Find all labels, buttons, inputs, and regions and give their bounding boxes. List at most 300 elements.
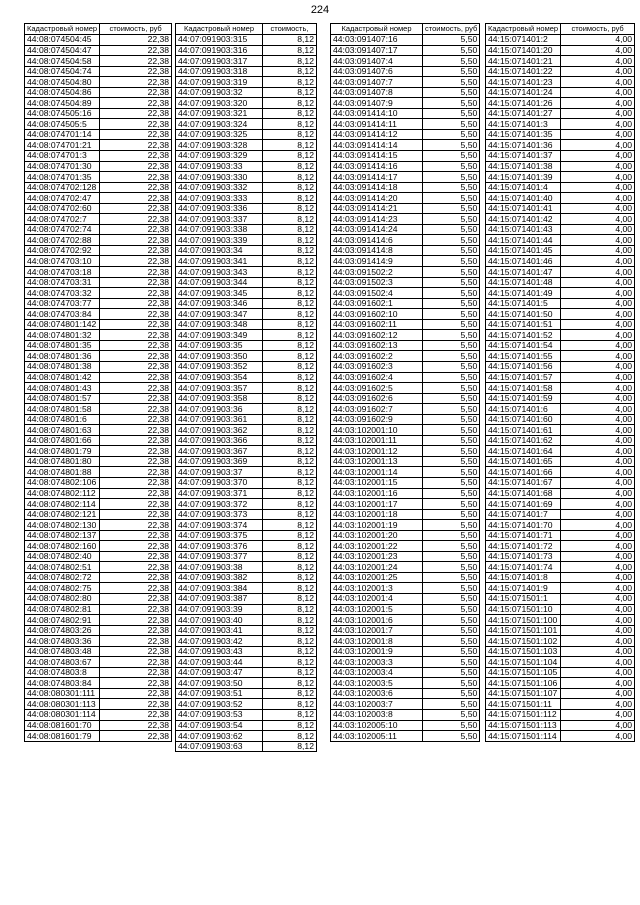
table-row	[486, 35, 635, 46]
cadastral-number-cell: 44:08:074701:21	[25, 140, 100, 151]
cost-cell: 8,12	[263, 161, 317, 172]
cost-cell: 22,38	[100, 646, 172, 657]
cost-cell: 5,50	[423, 467, 480, 478]
cadastral-number-cell: 44:15:071401:46	[486, 256, 561, 267]
cadastral-number-cell: 44:07:091903:336	[176, 203, 263, 214]
cost-cell: 4,00	[561, 45, 635, 56]
cost-cell: 5,50	[423, 636, 480, 647]
cost-cell: 4,00	[561, 214, 635, 225]
cost-cell: 5,50	[423, 108, 480, 119]
cadastral-number-cell: 44:07:091903:317	[176, 56, 263, 67]
table-row	[176, 129, 317, 140]
table-row	[331, 298, 480, 309]
table-row	[331, 277, 480, 288]
cost-cell: 8,12	[263, 393, 317, 404]
cost-cell: 22,38	[100, 520, 172, 531]
cadastral-number-cell: 44:08:074801:38	[25, 361, 100, 372]
cadastral-number-cell: 44:03:102001:4	[331, 593, 423, 604]
table-row	[486, 361, 635, 372]
cadastral-number-cell: 44:15:071401:67	[486, 477, 561, 488]
cost-cell: 22,38	[100, 77, 172, 88]
cost-cell: 4,00	[561, 667, 635, 678]
header-cost: стоимость, руб	[423, 24, 480, 35]
cadastral-number-cell: 44:08:074802:121	[25, 509, 100, 520]
cost-cell: 22,38	[100, 203, 172, 214]
cadastral-number-cell: 44:03:091414:15	[331, 151, 423, 162]
table-row	[176, 245, 317, 256]
table-row	[25, 288, 172, 299]
cost-cell: 8,12	[263, 657, 317, 668]
cost-cell: 22,38	[100, 45, 172, 56]
table-row	[331, 393, 480, 404]
cost-cell: 5,50	[423, 562, 480, 573]
table-row	[25, 35, 172, 46]
cost-cell: 5,50	[423, 425, 480, 436]
cost-cell: 5,50	[423, 530, 480, 541]
cadastral-number-cell: 44:08:074802:106	[25, 477, 100, 488]
cadastral-number-cell: 44:07:091903:338	[176, 224, 263, 235]
cost-cell: 22,38	[100, 108, 172, 119]
cadastral-number-cell: 44:15:071401:62	[486, 435, 561, 446]
cost-cell: 8,12	[263, 477, 317, 488]
cost-cell: 8,12	[263, 720, 317, 731]
cost-cell: 4,00	[561, 351, 635, 362]
cost-cell: 22,38	[100, 551, 172, 562]
cost-cell: 22,38	[100, 35, 172, 46]
cadastral-number-cell: 44:03:091414:17	[331, 172, 423, 183]
cadastral-number-cell: 44:03:102003:4	[331, 667, 423, 678]
table-row	[331, 56, 480, 67]
table-row	[176, 699, 317, 710]
cadastral-number-cell: 44:08:081601:70	[25, 720, 100, 731]
cost-cell: 22,38	[100, 477, 172, 488]
cadastral-number-cell: 44:03:102003:8	[331, 710, 423, 721]
cadastral-number-cell: 44:07:091903:62	[176, 731, 263, 742]
cost-cell: 22,38	[100, 720, 172, 731]
cost-cell: 4,00	[561, 361, 635, 372]
cost-cell: 22,38	[100, 509, 172, 520]
cadastral-number-cell: 44:03:091602:5	[331, 383, 423, 394]
cadastral-number-cell: 44:15:071401:52	[486, 330, 561, 341]
cost-cell: 5,50	[423, 688, 480, 699]
cadastral-number-cell: 44:03:091502:3	[331, 277, 423, 288]
cost-cell: 22,38	[100, 330, 172, 341]
table-row	[176, 340, 317, 351]
table-row	[486, 182, 635, 193]
cost-cell: 22,38	[100, 583, 172, 594]
table-row	[486, 604, 635, 615]
table-row	[486, 456, 635, 467]
cadastral-number-cell: 44:15:071401:23	[486, 77, 561, 88]
table-row	[25, 129, 172, 140]
table-row	[176, 45, 317, 56]
table-row	[176, 319, 317, 330]
cadastral-number-cell: 44:15:071401:72	[486, 541, 561, 552]
cadastral-number-cell: 44:03:091602:13	[331, 340, 423, 351]
cadastral-number-cell: 44:08:074803:84	[25, 678, 100, 689]
table-row	[25, 340, 172, 351]
cost-cell: 22,38	[100, 530, 172, 541]
table-row	[176, 256, 317, 267]
table-row	[331, 477, 480, 488]
cadastral-number-cell: 44:07:091903:371	[176, 488, 263, 499]
table-row	[486, 161, 635, 172]
table-row	[176, 56, 317, 67]
cost-cell: 5,50	[423, 551, 480, 562]
cost-cell: 4,00	[561, 551, 635, 562]
cost-cell: 5,50	[423, 414, 480, 425]
table-row	[486, 98, 635, 109]
cadastral-number-cell: 44:08:074801:36	[25, 351, 100, 362]
cadastral-number-cell: 44:03:102001:17	[331, 499, 423, 510]
cost-cell: 22,38	[100, 688, 172, 699]
cadastral-number-cell: 44:08:074504:80	[25, 77, 100, 88]
cadastral-number-cell: 44:07:091903:42	[176, 636, 263, 647]
cost-cell: 4,00	[561, 77, 635, 88]
table-row	[176, 667, 317, 678]
table-row	[486, 77, 635, 88]
table-row	[25, 456, 172, 467]
cost-cell: 8,12	[263, 625, 317, 636]
table-row	[176, 182, 317, 193]
cost-cell: 4,00	[561, 393, 635, 404]
cadastral-number-cell: 44:15:071501:103	[486, 646, 561, 657]
table-row	[176, 657, 317, 668]
cadastral-number-cell: 44:03:091414:24	[331, 224, 423, 235]
cost-cell: 8,12	[263, 77, 317, 88]
table-row	[486, 383, 635, 394]
cost-cell: 5,50	[423, 288, 480, 299]
cost-cell: 22,38	[100, 657, 172, 668]
table-row	[486, 66, 635, 77]
cost-cell: 5,50	[423, 604, 480, 615]
cadastral-number-cell: 44:03:091414:10	[331, 108, 423, 119]
cadastral-number-cell: 44:07:091903:344	[176, 277, 263, 288]
cost-cell: 22,38	[100, 87, 172, 98]
cost-cell: 22,38	[100, 151, 172, 162]
cost-cell: 8,12	[263, 267, 317, 278]
cadastral-number-cell: 44:03:102005:10	[331, 720, 423, 731]
table-row	[25, 625, 172, 636]
cadastral-number-cell: 44:15:071401:6	[486, 404, 561, 415]
table-row	[176, 98, 317, 109]
cadastral-number-cell: 44:15:071501:11	[486, 699, 561, 710]
cadastral-number-cell: 44:07:091903:354	[176, 372, 263, 383]
table-row	[331, 562, 480, 573]
table-row	[331, 699, 480, 710]
table-row	[25, 140, 172, 151]
cost-cell: 5,50	[423, 499, 480, 510]
cost-cell: 5,50	[423, 298, 480, 309]
table-row	[176, 520, 317, 531]
cadastral-number-cell: 44:07:091903:343	[176, 267, 263, 278]
cadastral-table-2	[175, 23, 317, 752]
table-row	[176, 383, 317, 394]
table-row	[25, 330, 172, 341]
cost-cell: 8,12	[263, 330, 317, 341]
table-row	[25, 224, 172, 235]
table-row	[331, 330, 480, 341]
cadastral-number-cell: 44:07:091903:44	[176, 657, 263, 668]
cadastral-number-cell: 44:08:074802:114	[25, 499, 100, 510]
cadastral-number-cell: 44:08:074702:92	[25, 245, 100, 256]
cost-cell: 5,50	[423, 509, 480, 520]
cost-cell: 22,38	[100, 456, 172, 467]
cadastral-number-cell: 44:07:091903:361	[176, 414, 263, 425]
table-row	[176, 678, 317, 689]
cost-cell: 8,12	[263, 562, 317, 573]
cadastral-number-cell: 44:03:091407:4	[331, 56, 423, 67]
table-row	[331, 383, 480, 394]
cadastral-number-cell: 44:15:071501:105	[486, 667, 561, 678]
cadastral-number-cell: 44:15:071401:61	[486, 425, 561, 436]
cost-cell: 4,00	[561, 710, 635, 721]
cadastral-number-cell: 44:07:091903:349	[176, 330, 263, 341]
cadastral-number-cell: 44:08:074703:18	[25, 267, 100, 278]
table-row	[25, 351, 172, 362]
cost-cell: 8,12	[263, 541, 317, 552]
table-row	[331, 467, 480, 478]
cost-cell: 8,12	[263, 351, 317, 362]
cadastral-number-cell: 44:03:102001:8	[331, 636, 423, 647]
cadastral-number-cell: 44:03:102001:23	[331, 551, 423, 562]
table-row	[176, 731, 317, 742]
cost-cell: 5,50	[423, 446, 480, 457]
table-row	[331, 182, 480, 193]
cost-cell: 8,12	[263, 214, 317, 225]
cadastral-table-3	[330, 23, 480, 742]
cost-cell: 8,12	[263, 636, 317, 647]
table-row	[331, 203, 480, 214]
cadastral-number-cell: 44:15:071401:44	[486, 235, 561, 246]
table-row	[486, 330, 635, 341]
cadastral-number-cell: 44:07:091903:367	[176, 446, 263, 457]
table-row	[176, 161, 317, 172]
cost-cell: 8,12	[263, 414, 317, 425]
cost-cell: 8,12	[263, 435, 317, 446]
cadastral-number-cell: 44:08:080301:113	[25, 699, 100, 710]
cost-cell: 8,12	[263, 235, 317, 246]
table-row	[486, 129, 635, 140]
table-row	[486, 435, 635, 446]
cadastral-number-cell: 44:07:091903:320	[176, 98, 263, 109]
cadastral-number-cell: 44:08:074802:160	[25, 541, 100, 552]
table-row	[176, 151, 317, 162]
table-row	[486, 119, 635, 130]
table-row	[486, 140, 635, 151]
cadastral-number-cell: 44:08:074803:26	[25, 625, 100, 636]
table-row	[176, 488, 317, 499]
cost-cell: 22,38	[100, 393, 172, 404]
table-row	[486, 193, 635, 204]
cadastral-number-cell: 44:08:074801:6	[25, 414, 100, 425]
cost-cell: 5,50	[423, 277, 480, 288]
table-row	[25, 193, 172, 204]
cadastral-number-cell: 44:07:091903:332	[176, 182, 263, 193]
cost-cell: 5,50	[423, 435, 480, 446]
table-row	[331, 35, 480, 46]
cadastral-number-cell: 44:15:071401:37	[486, 151, 561, 162]
cost-cell: 4,00	[561, 56, 635, 67]
cadastral-number-cell: 44:15:071401:40	[486, 193, 561, 204]
cost-cell: 5,50	[423, 572, 480, 583]
cadastral-number-cell: 44:08:074504:89	[25, 98, 100, 109]
cost-cell: 5,50	[423, 309, 480, 320]
table-row	[176, 393, 317, 404]
table-row	[25, 467, 172, 478]
cost-cell: 5,50	[423, 35, 480, 46]
table-row	[486, 678, 635, 689]
table-row	[486, 172, 635, 183]
cost-cell: 5,50	[423, 87, 480, 98]
cadastral-number-cell: 44:03:091602:11	[331, 319, 423, 330]
table-row	[331, 678, 480, 689]
table-row	[25, 361, 172, 372]
cadastral-number-cell: 44:07:091903:51	[176, 688, 263, 699]
table-row	[25, 509, 172, 520]
table-row	[331, 172, 480, 183]
cost-cell: 22,38	[100, 245, 172, 256]
table-row	[331, 593, 480, 604]
cadastral-number-cell: 44:08:074505:16	[25, 108, 100, 119]
cost-cell: 8,12	[263, 383, 317, 394]
cadastral-number-cell: 44:07:091903:372	[176, 499, 263, 510]
table-row	[176, 741, 317, 752]
table-row	[486, 731, 635, 742]
header-cadastral-number: Кадастровый номер	[176, 24, 263, 35]
cost-cell: 8,12	[263, 741, 317, 752]
cost-cell: 5,50	[423, 699, 480, 710]
cost-cell: 4,00	[561, 646, 635, 657]
cost-cell: 4,00	[561, 35, 635, 46]
cadastral-number-cell: 44:15:071501:104	[486, 657, 561, 668]
cadastral-number-cell: 44:03:102001:20	[331, 530, 423, 541]
cost-cell: 8,12	[263, 509, 317, 520]
cadastral-number-cell: 44:03:091414:9	[331, 256, 423, 267]
cadastral-number-cell: 44:15:071501:113	[486, 720, 561, 731]
cadastral-number-cell: 44:03:091414:14	[331, 140, 423, 151]
cadastral-number-cell: 44:03:102001:13	[331, 456, 423, 467]
table-row	[331, 720, 480, 731]
cadastral-number-cell: 44:07:091903:369	[176, 456, 263, 467]
table-row	[331, 572, 480, 583]
cost-cell: 8,12	[263, 193, 317, 204]
table-row	[486, 520, 635, 531]
cadastral-number-cell: 44:08:074504:58	[25, 56, 100, 67]
table-row	[176, 646, 317, 657]
cadastral-number-cell: 44:15:071401:3	[486, 119, 561, 130]
table-row	[331, 361, 480, 372]
cadastral-number-cell: 44:03:102001:12	[331, 446, 423, 457]
cost-cell: 4,00	[561, 87, 635, 98]
cost-cell: 5,50	[423, 731, 480, 742]
cost-cell: 5,50	[423, 583, 480, 594]
table-row	[486, 562, 635, 573]
cost-cell: 5,50	[423, 383, 480, 394]
cost-cell: 22,38	[100, 667, 172, 678]
table-row	[331, 256, 480, 267]
cost-cell: 4,00	[561, 541, 635, 552]
cadastral-number-cell: 44:15:071401:24	[486, 87, 561, 98]
cadastral-number-cell: 44:07:091903:34	[176, 245, 263, 256]
cadastral-number-cell: 44:07:091903:341	[176, 256, 263, 267]
cadastral-number-cell: 44:15:071401:71	[486, 530, 561, 541]
table-row	[25, 45, 172, 56]
cadastral-number-cell: 44:08:074504:86	[25, 87, 100, 98]
table-row	[176, 456, 317, 467]
cadastral-number-cell: 44:03:091414:16	[331, 161, 423, 172]
cost-cell: 8,12	[263, 256, 317, 267]
table-row	[331, 45, 480, 56]
cadastral-number-cell: 44:08:074802:75	[25, 583, 100, 594]
cost-cell: 4,00	[561, 340, 635, 351]
table-row	[486, 245, 635, 256]
cost-cell: 5,50	[423, 161, 480, 172]
table-row	[25, 541, 172, 552]
cadastral-number-cell: 44:15:071401:56	[486, 361, 561, 372]
table-row	[176, 267, 317, 278]
cadastral-number-cell: 44:03:091414:8	[331, 245, 423, 256]
cadastral-table-1	[24, 23, 172, 742]
cost-cell: 8,12	[263, 456, 317, 467]
cost-cell: 5,50	[423, 657, 480, 668]
table-row	[25, 646, 172, 657]
table-row	[486, 710, 635, 721]
cost-cell: 4,00	[561, 172, 635, 183]
cost-cell: 22,38	[100, 710, 172, 721]
table-row	[331, 267, 480, 278]
cadastral-number-cell: 44:03:102001:3	[331, 583, 423, 594]
cost-cell: 22,38	[100, 372, 172, 383]
cost-cell: 5,50	[423, 45, 480, 56]
table-row	[25, 593, 172, 604]
cost-cell: 4,00	[561, 688, 635, 699]
table-row	[25, 235, 172, 246]
cost-cell: 4,00	[561, 604, 635, 615]
cost-cell: 8,12	[263, 56, 317, 67]
table-row	[486, 646, 635, 657]
table-row	[176, 414, 317, 425]
cadastral-number-cell: 44:15:071401:20	[486, 45, 561, 56]
cost-cell: 5,50	[423, 77, 480, 88]
cadastral-number-cell: 44:15:071401:45	[486, 245, 561, 256]
cadastral-number-cell: 44:03:102003:5	[331, 678, 423, 689]
cadastral-number-cell: 44:03:091414:18	[331, 182, 423, 193]
cost-cell: 8,12	[263, 66, 317, 77]
cadastral-number-cell: 44:08:074505:5	[25, 119, 100, 130]
cadastral-number-cell: 44:15:071401:41	[486, 203, 561, 214]
cadastral-number-cell: 44:15:071401:9	[486, 583, 561, 594]
cadastral-number-cell: 44:15:071401:26	[486, 98, 561, 109]
table-row	[331, 488, 480, 499]
cadastral-number-cell: 44:07:091903:366	[176, 435, 263, 446]
table-row	[331, 414, 480, 425]
header-cadastral-number: Кадастровый номер	[331, 24, 423, 35]
table-row	[176, 77, 317, 88]
cost-cell: 8,12	[263, 87, 317, 98]
table-row	[25, 604, 172, 615]
cost-cell: 5,50	[423, 646, 480, 657]
cost-cell: 4,00	[561, 182, 635, 193]
cadastral-number-cell: 44:03:091414:20	[331, 193, 423, 204]
header-cadastral-number: Кадастровый номер	[25, 24, 100, 35]
cadastral-number-cell: 44:07:091903:370	[176, 477, 263, 488]
cadastral-number-cell: 44:08:074504:74	[25, 66, 100, 77]
cadastral-number-cell: 44:08:074701:35	[25, 172, 100, 183]
cadastral-number-cell: 44:15:071401:47	[486, 267, 561, 278]
cost-cell: 5,50	[423, 720, 480, 731]
cadastral-number-cell: 44:15:071401:42	[486, 214, 561, 225]
